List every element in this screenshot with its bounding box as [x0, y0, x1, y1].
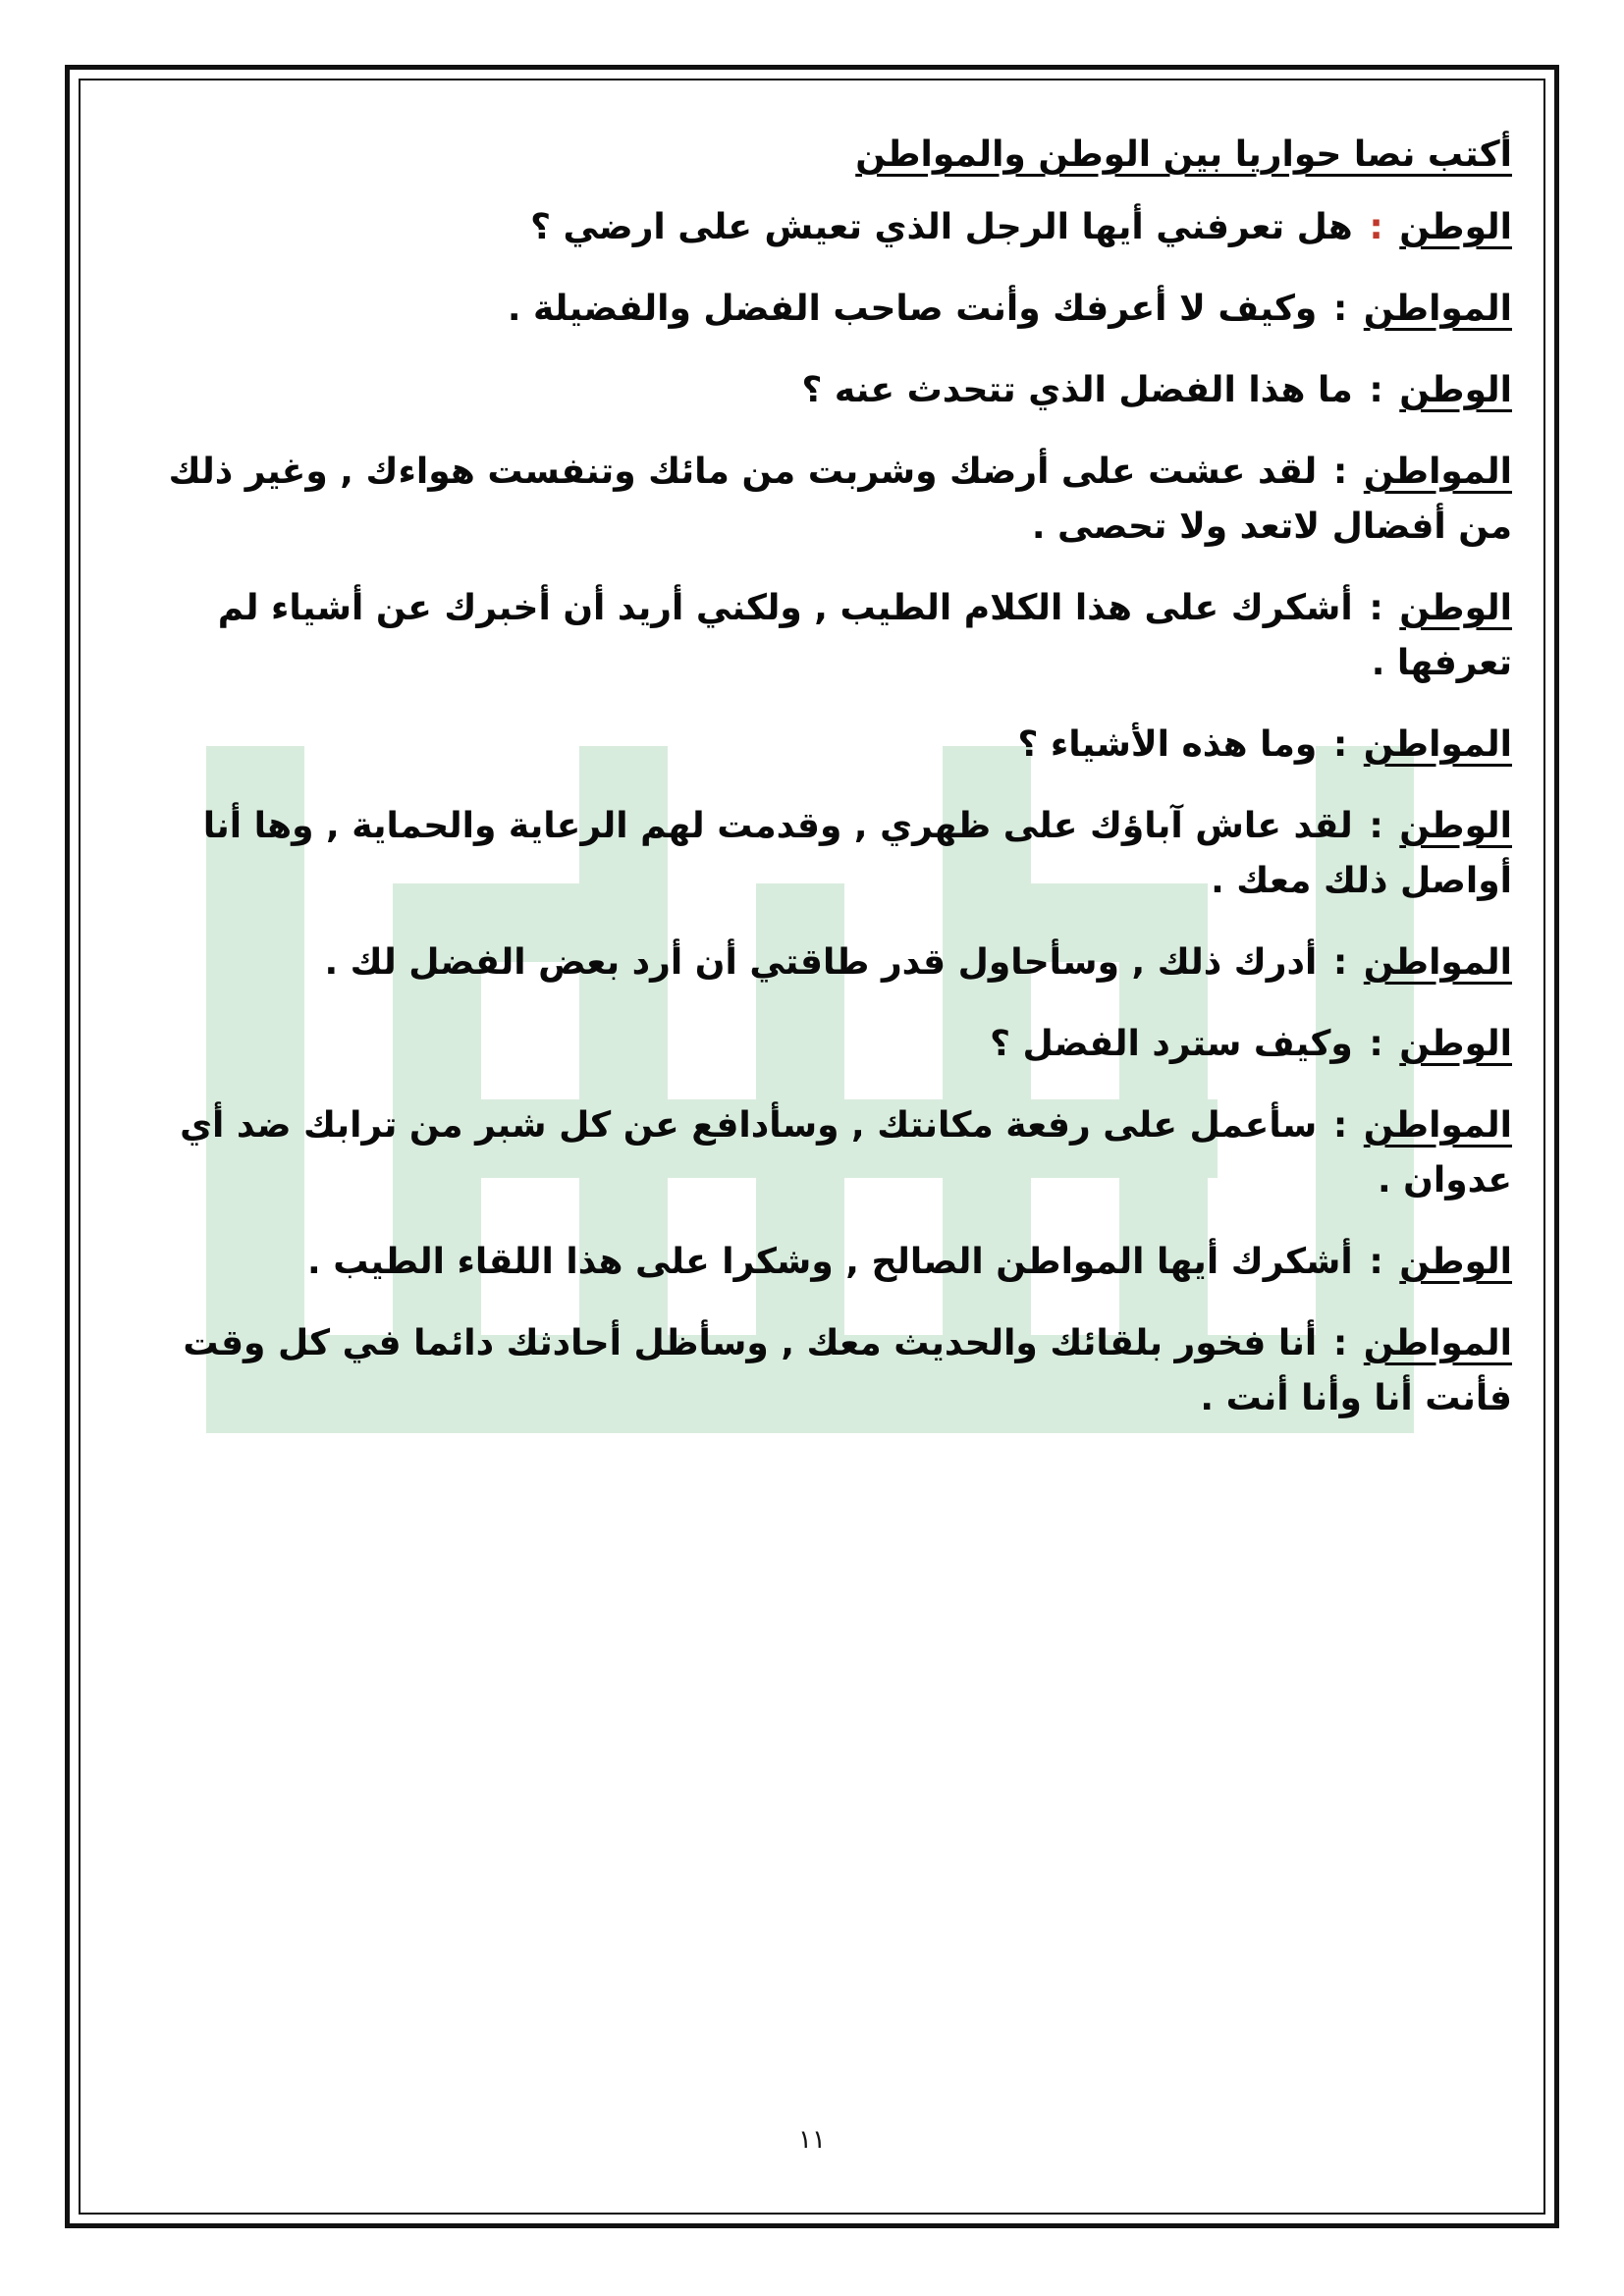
dialogue-text: أنا فخور بلقائك والحديث معك , وسأظل أحادثك دائما في كل وقت فأنت أنا وأنا أنت . — [183, 1323, 1512, 1418]
dialogue-text: أشكرك أيها المواطن الصالح , وشكرا على هذا اللقاء الطيب . — [306, 1242, 1353, 1282]
separator: : — [1369, 370, 1383, 410]
dialogue-text: أشكرك على هذا الكلام الطيب , ولكني أريد أن أخبرك عن أشياء لم تعرفها . — [217, 588, 1512, 683]
speaker-label: المواطن — [1363, 1105, 1512, 1146]
dialogue-line — [118, 581, 1512, 691]
dialogue-line — [118, 363, 1512, 418]
separator: : — [1332, 942, 1348, 983]
dialogue-text: أدرك ذلك , وسأحاول قدر طاقتي أن أرد بعض الفضل لك . — [324, 942, 1318, 983]
dialogue-line — [118, 1098, 1512, 1208]
separator: : — [1369, 806, 1383, 846]
dialogue-line — [118, 200, 1512, 255]
document-body — [118, 128, 1512, 1453]
separator: : — [1332, 452, 1348, 492]
dialogue-line — [118, 282, 1512, 337]
separator: : — [1369, 588, 1383, 628]
dialogue-text: وكيف سترد الفضل ؟ — [990, 1024, 1353, 1064]
dialogue-text: هل تعرفني أيها الرجل الذي تعيش على ارضي ؟ — [530, 207, 1353, 247]
separator: : — [1332, 724, 1348, 765]
dialogue-line — [118, 799, 1512, 909]
speaker-label: الوطن — [1399, 370, 1512, 410]
separator: : — [1369, 1024, 1383, 1064]
dialogue-text: ما هذا الفضل الذي تتحدث عنه ؟ — [801, 370, 1353, 410]
speaker-label: الوطن — [1399, 207, 1512, 247]
speaker-label: المواطن — [1363, 724, 1512, 765]
dialogue-line — [118, 1235, 1512, 1290]
separator: : — [1332, 1105, 1348, 1146]
speaker-label: الوطن — [1399, 1024, 1512, 1064]
dialogue-line — [118, 1017, 1512, 1072]
dialogue-text: وكيف لا أعرفك وأنت صاحب الفضل والفضيلة . — [507, 289, 1318, 329]
separator: : — [1332, 289, 1348, 329]
dialogue-line — [118, 445, 1512, 555]
dialogue-text: وما هذه الأشياء ؟ — [1017, 724, 1318, 765]
separator: : — [1369, 1242, 1383, 1282]
dialogue-line — [118, 935, 1512, 990]
speaker-label: المواطن — [1363, 289, 1512, 329]
speaker-label: الوطن — [1399, 806, 1512, 846]
page-title: أكتب نصا حواريا بين الوطن والمواطن — [855, 134, 1512, 175]
speaker-label: الوطن — [1399, 1242, 1512, 1282]
page-number: ١١ — [798, 2125, 826, 2155]
separator: : — [1332, 1323, 1348, 1363]
speaker-label: المواطن — [1363, 942, 1512, 983]
dialogue-line — [118, 718, 1512, 773]
dialogue-text: لقد عاش آباؤك على ظهري , وقدمت لهم الرعاية والحماية , وها أنا أواصل ذلك معك . — [202, 806, 1512, 901]
dialogue-text: لقد عشت على أرضك وشربت من مائك وتنفست هواءك , وغير ذلك من أفضال لاتعد ولا تحصى . — [168, 452, 1512, 547]
speaker-label: المواطن — [1363, 1323, 1512, 1363]
dialogue-line — [118, 1316, 1512, 1426]
speaker-label: المواطن — [1363, 452, 1512, 492]
speaker-label: الوطن — [1399, 588, 1512, 628]
dialogue-text: سأعمل على رفعة مكانتك , وسأدافع عن كل شبر من ترابك ضد أي عدوان . — [180, 1105, 1512, 1201]
separator: : — [1369, 207, 1383, 247]
